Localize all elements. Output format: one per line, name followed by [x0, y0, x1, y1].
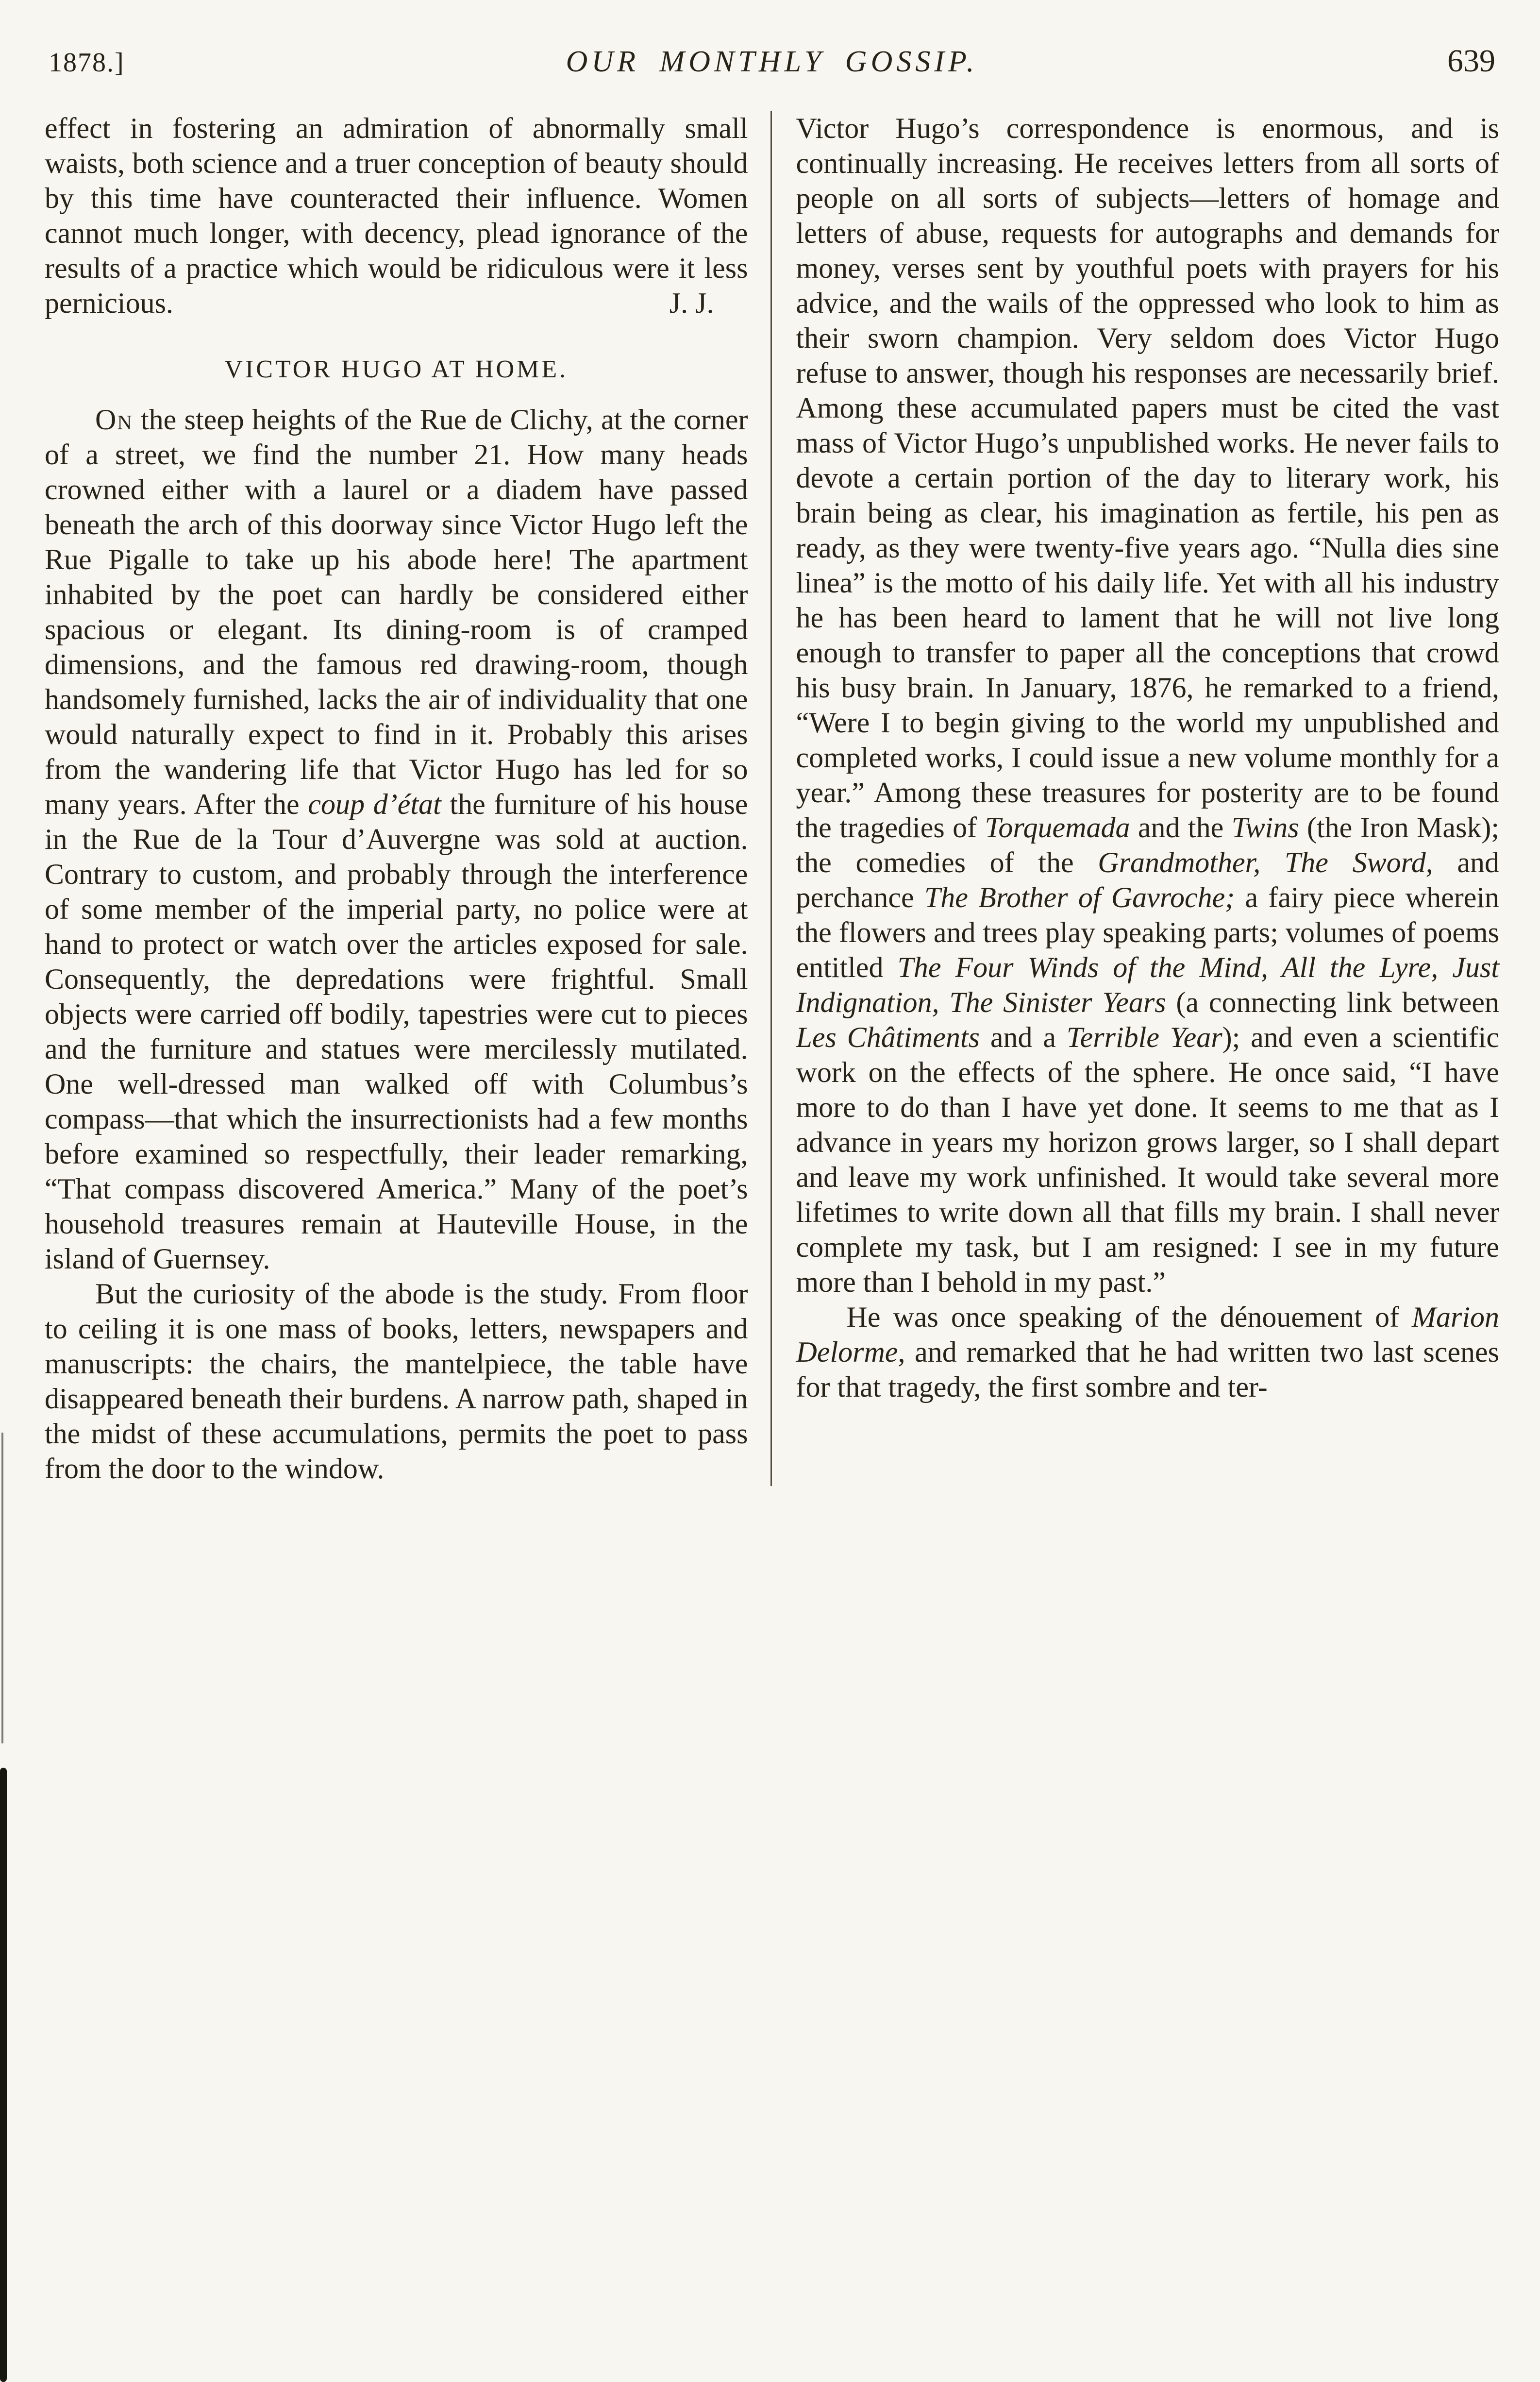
text-run: He was once speaking of the dénouement of	[846, 1301, 1412, 1333]
section-heading: VICTOR HUGO AT HOME.	[224, 355, 569, 383]
running-head	[0, 0, 1540, 80]
author-initials: J. J.	[669, 287, 714, 319]
paragraph	[45, 402, 748, 1276]
italic-text: The Four Winds of the Mind, All the Lyre, Just Indignation, The Sinister Years	[796, 951, 1499, 1018]
smallcaps-lead: On	[95, 404, 133, 436]
italic-text: The Brother of Gavroche;	[924, 881, 1235, 913]
text-run: the furniture of his house in the Rue de la Tour d’Auvergne was sold at auction. Contrary to custom, and probably through the interference of some member of the imperial party, no police were at hand to protect or watch over the articles exposed for sale. Consequently, the depredations were frightful. Small objects were carried off bodily, tapestries were cut to pieces and the furniture and statues were mercilessly mutilated. One well-dressed man walked off with Columbus’s compass—that which the insurrectionists had a few months before examined so respectfully, their leader remarking, “That compass discovered America.” Many of the poet’s household treasures remain at Hauteville House, in the island of Guernsey.	[45, 788, 748, 1275]
text-run: ); and even a scientific work on the effects of the sphere. He once said, “I have more to do than I have yet done. It seems to me that as I advance in years my horizon grows larger, so I shall depart and leave my work unfinished. It would take several more lifetimes to write down all that fills my brain. I shall never complete my task, but I am resigned: I see in my future more than I behold in my past.”	[796, 1021, 1500, 1298]
italic-text: coup d’état	[308, 788, 441, 821]
italic-text: Les Châtiments	[796, 1021, 980, 1053]
text-run: Victor Hugo’s correspondence is enormous, and is continually increasing. He receives letters from all sorts of people on all sorts of subjects—letters of homage and letters of abuse, requests for autographs and demands for money, verses sent by youthful poets with prayers for his advice, and the wails of the oppressed who look to him as their sworn champion. Very seldom does Victor Hugo refuse to answer, though his responses are necessarily brief. Among these accumulated papers must be cited the vast mass of Victor Hugo’s unpublished works. He never fails to devote a certain portion of the day to literary work, his brain being as clear, his imagination as fertile, his pen as ready, as they were twenty-five years ago. “Nulla dies sine linea” is the motto of his daily life. Yet with all his industry he has been heard to lament that he will not live long enough to transfer to paper all the conceptions that crowd his busy brain. In January, 1876, he remarked to a friend, “Were I to begin giving to the world my unpublished and completed works, I could issue a new volume monthly for a year.” Among these treasures for posterity are to be found the tragedies of	[796, 112, 1499, 844]
text-run: But the curiosity of the abode is the study. From floor to ceiling it is one mass of books, letters, newspapers and manuscripts: the chairs, the mantelpiece, the table have disappeared beneath their burdens. A narrow path, shaped in the midst of these accumulations, permits the poet to pass from the door to the window.	[45, 1278, 748, 1485]
text-run: the steep heights of the Rue de Clichy, at the corner of a street, we find the number 21. How many heads crowned either with a laurel or a diadem have passed beneath the arch of this doorway since Victor Hugo left the Rue Pigalle to take up his abode here! The apartment inhabited by the poet can hardly be considered either spacious or elegant. Its dining-room is of cramped dimensions, and the famous red drawing-room, though handsomely furnished, lacks the air of individuality that one would naturally expect to find in it. Probably this arises from the wandering life that Victor Hugo has led for so many years. After the	[45, 404, 748, 821]
scan-artifact	[1, 1433, 3, 1743]
italic-text: Twins	[1231, 811, 1299, 844]
italic-text: Grandmother, The Sword,	[1098, 846, 1433, 878]
paragraph	[45, 1276, 748, 1486]
paragraph	[796, 1300, 1500, 1404]
header-title: OUR MONTHLY GOSSIP.	[566, 45, 978, 78]
header-page-number: 639	[1447, 43, 1495, 79]
text-run: , and remarked that he had written two last scenes for that tragedy, the first sombre and ter-	[796, 1336, 1499, 1403]
text-run: and the	[1130, 811, 1232, 844]
italic-text: Terrible Year	[1066, 1021, 1222, 1053]
header-date: 1878.]	[49, 48, 125, 78]
scan-artifact	[0, 1768, 7, 2382]
italic-text: Marion Delorme	[796, 1301, 1499, 1368]
text-run: effect in fostering an admiration of abnormally small waists, both science and a truer conception of beauty should by this time have counteracted their influence. Women cannot much longer, with decency, plead ignorance of the results of a practice which would be ridiculous were it less pernicious.	[45, 112, 748, 319]
text-run: and perchance	[796, 846, 1499, 913]
right-column	[772, 111, 1500, 1486]
text-run: (the Iron Mask); the comedies of the	[796, 811, 1499, 878]
italic-text: Torquemada	[985, 811, 1130, 844]
page-body	[0, 80, 1540, 1515]
text-run: and a	[980, 1021, 1067, 1053]
text-run: a fairy piece wherein the flowers and trees play speaking parts; volumes of poems entitled	[796, 881, 1500, 983]
text-run: (a connecting link between	[1166, 986, 1499, 1018]
left-column	[45, 111, 770, 1486]
paragraph	[45, 111, 748, 321]
paragraph	[796, 111, 1500, 1300]
